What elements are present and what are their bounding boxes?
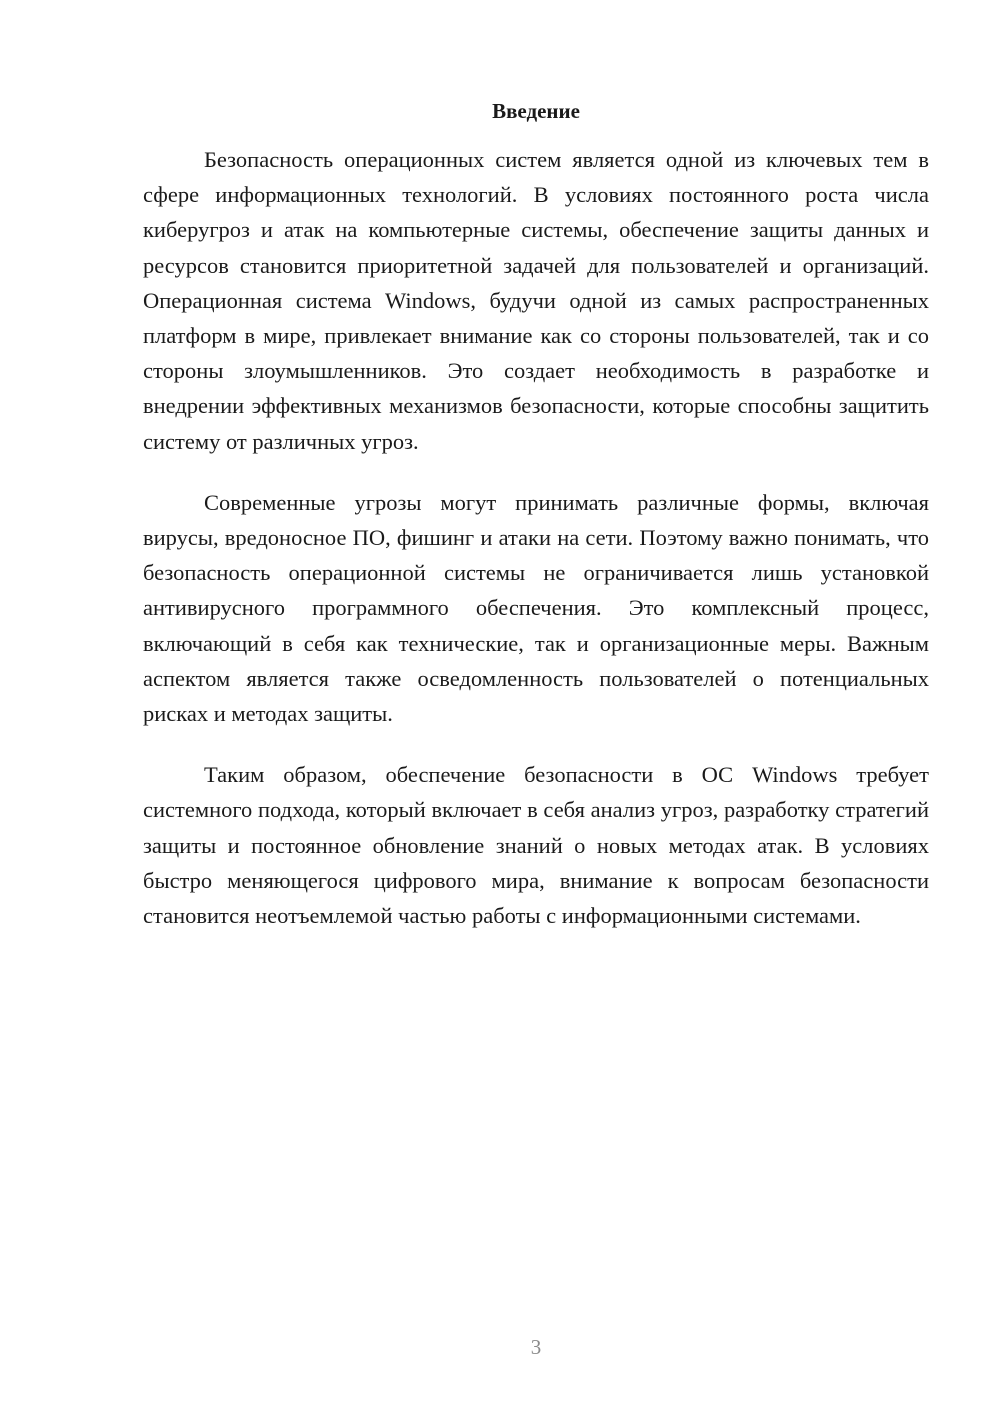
section-title: Введение	[492, 99, 580, 123]
paragraph-2: Современные угрозы могут принимать различные формы, включая вирусы, вредоносное ПО, фишинг и атаки на сети. Поэтому важно понимать, что безопасность операционной системы не ограничивается лишь установкой антивирусного программного обеспечения. Это комплексный процесс, включающий в себя как технические, так и организационные меры. Важным аспектом является также осведомленность пользователей о потенциальных рисках и методах защиты.	[143, 489, 929, 727]
paragraph-1: Безопасность операционных систем является одной из ключевых тем в сфере информационных технологий. В условиях постоянного роста числа киберугроз и атак на компьютерные системы, обеспечение защиты данных и ресурсов становится приоритетной задачей для пользователей и организаций. Операционная система Windows, будучи одной из самых распространенных платформ в мире, привлекает внимание как со стороны пользователей, так и со стороны злоумышленников. Это создает необходимость в разработке и внедрении эффективных механизмов безопасности, которые способны защитить систему от различных угроз.	[143, 147, 929, 454]
paragraph-3: Таким образом, обеспечение безопасности в ОС Windows требует системного подхода, который включает в себя анализ угроз, разработку стратегий защиты и постоянное обновление знаний о новых методах атак. В условиях быстро меняющегося цифрового мира, внимание к вопросам безопасности становится неотъемлемой частью работы с информационными системами.	[143, 762, 929, 929]
page-content	[143, 96, 929, 959]
page-number: 3	[530, 1335, 542, 1359]
